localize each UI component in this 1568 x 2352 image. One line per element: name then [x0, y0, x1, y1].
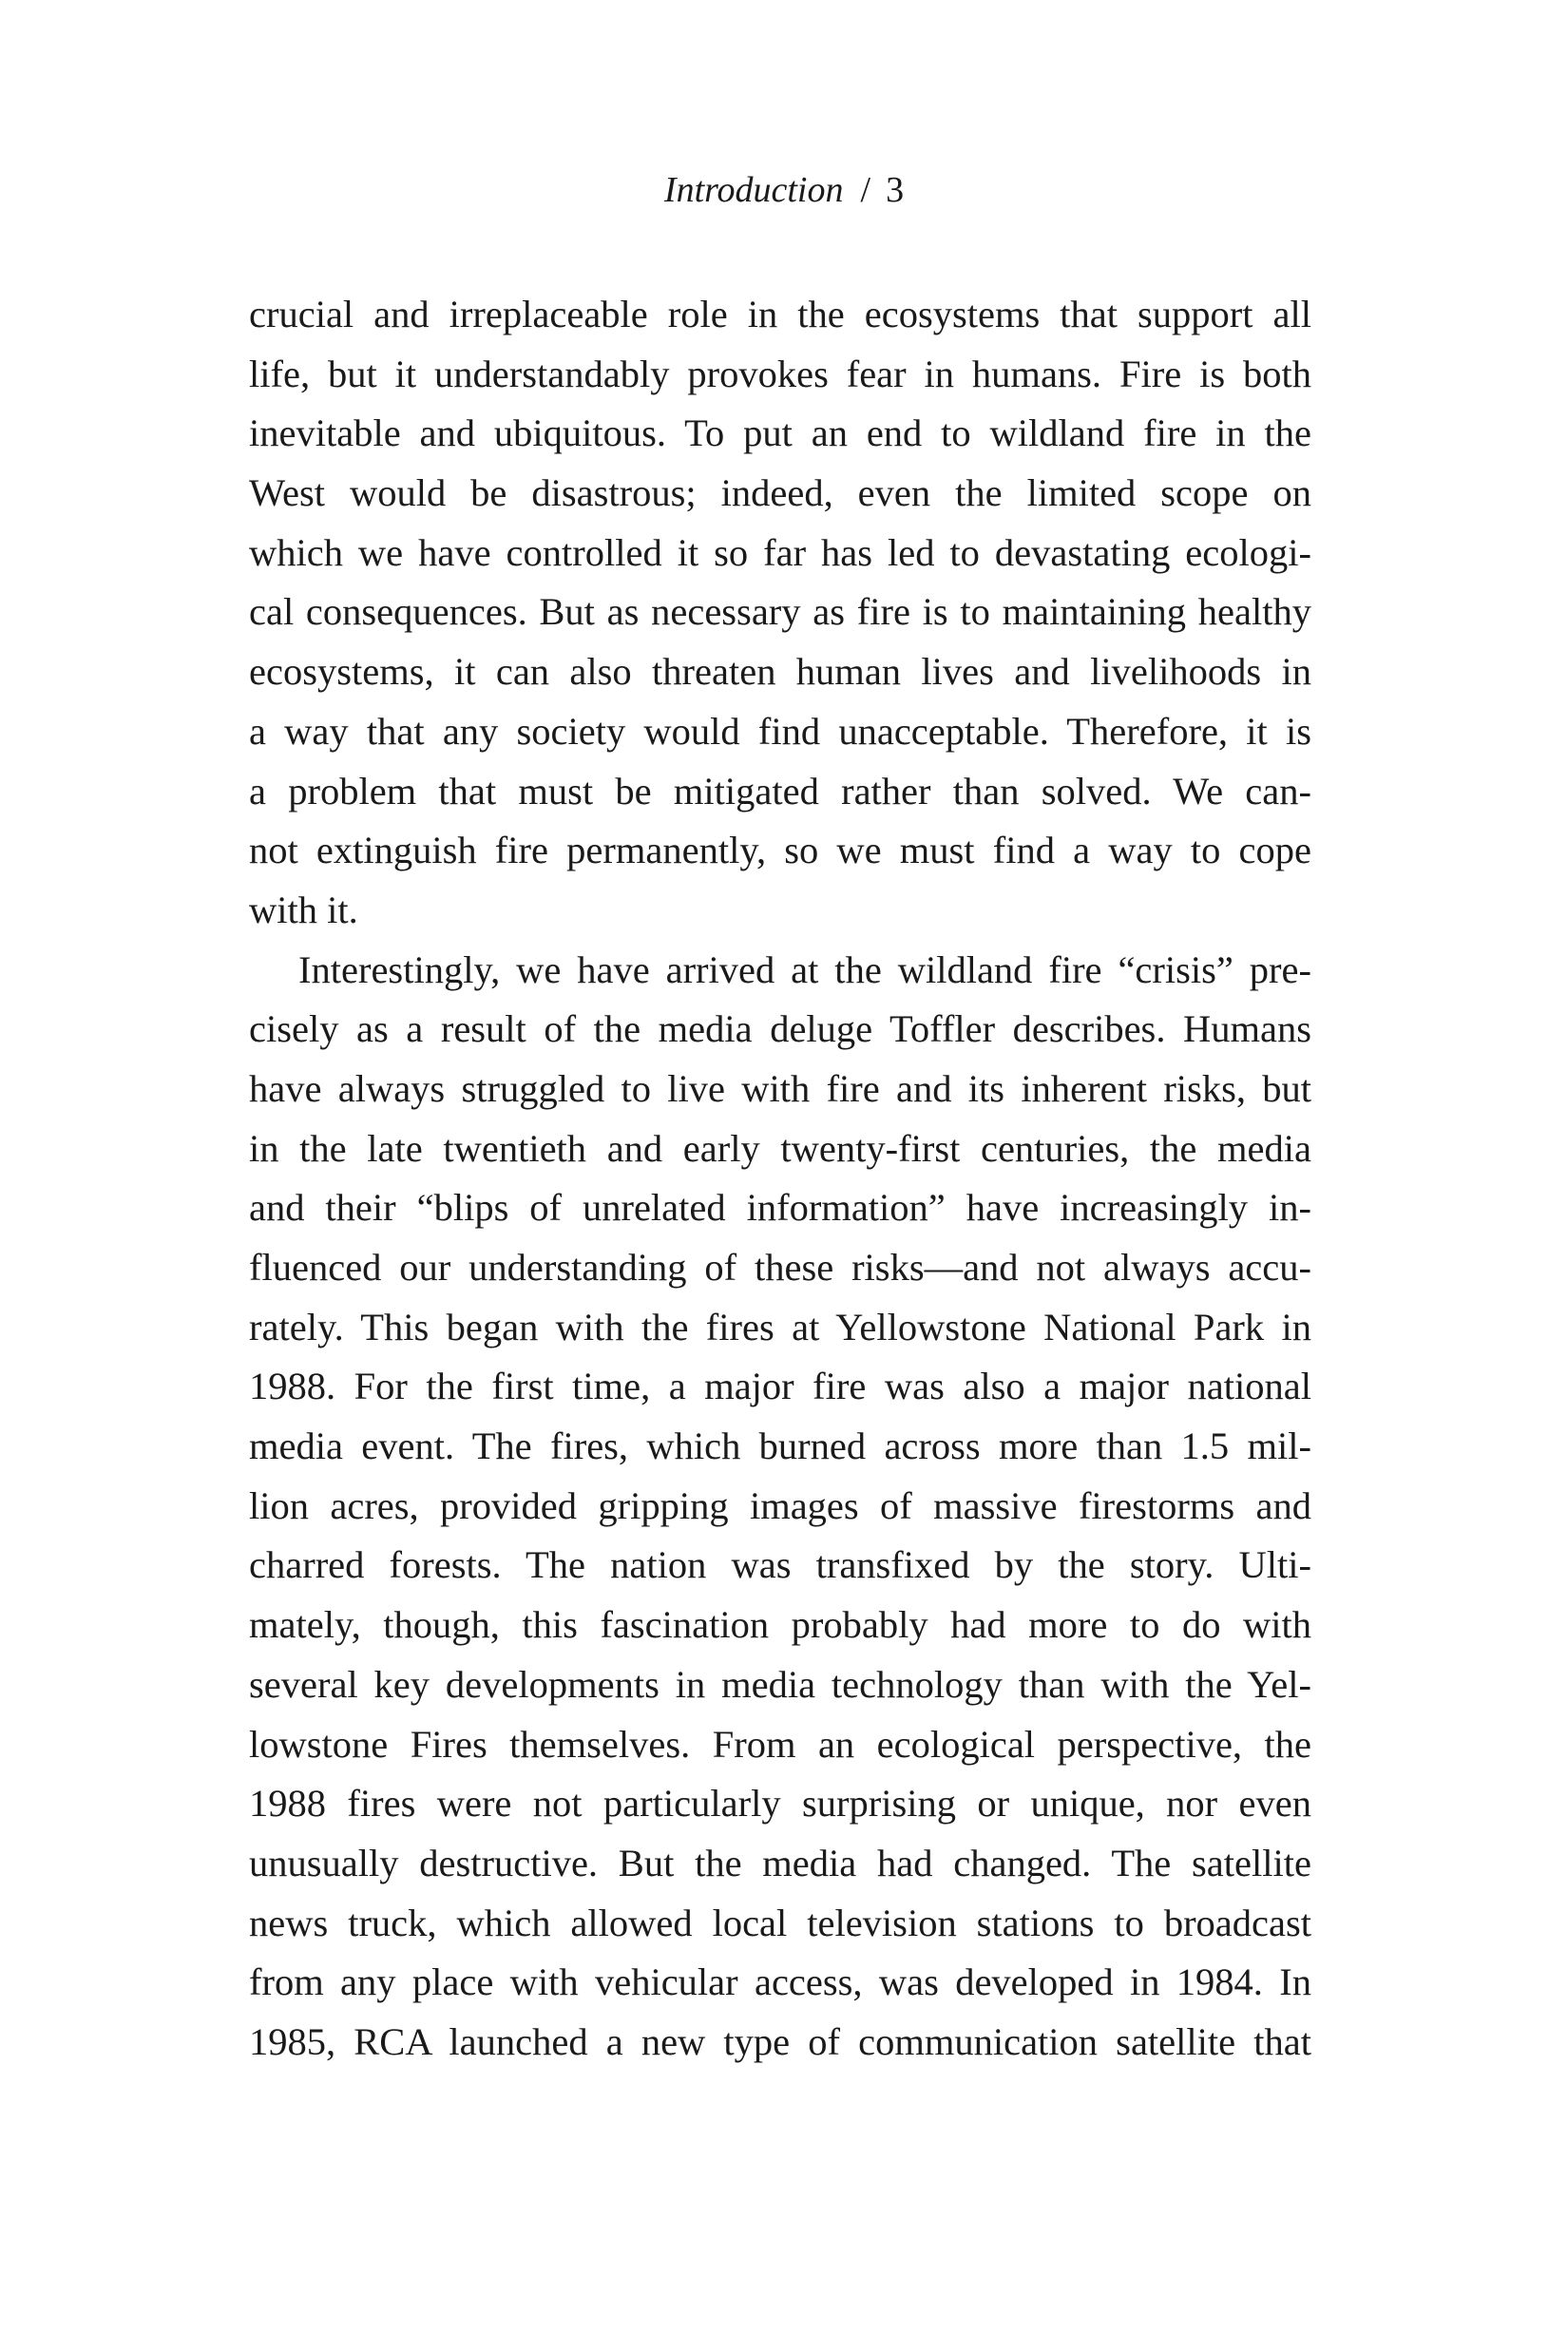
- body-text: [249, 285, 1311, 2073]
- text-line: cal consequences. But as necessary as fire is to maintaining healthy: [249, 590, 1311, 634]
- text-line: from any place with vehicular access, was developed in 1984. In: [249, 1960, 1311, 2004]
- text-line: rately. This began with the fires at Yellowstone National Park in: [249, 1305, 1311, 1348]
- paragraph-2: [249, 941, 1311, 2073]
- text-line: have always struggled to live with fire and its inherent risks, but: [249, 1066, 1311, 1110]
- text-line: which we have controlled it so far has led to devastating ecologi-: [249, 530, 1311, 574]
- text-line: mately, though, this fascination probably had more to do with: [249, 1603, 1311, 1647]
- text-line: a problem that must be mitigated rather than solved. We can-: [249, 769, 1311, 813]
- text-line: news truck, which allowed local television stations to broadcast: [249, 1901, 1311, 1944]
- text-line: 1985, RCA launched a new type of communication satellite that: [249, 2019, 1311, 2063]
- text-line: fluenced our understanding of these risks—and not always accu-: [249, 1246, 1311, 1289]
- text-line: inevitable and ubiquitous. To put an end to wildland fire in the: [249, 411, 1311, 455]
- text-line: not extinguish fire permanently, so we must find a way to cope: [249, 829, 1311, 872]
- text-line: several key developments in media technology than with the Yel-: [249, 1662, 1311, 1706]
- text-line: lowstone Fires themselves. From an ecological perspective, the: [249, 1722, 1311, 1766]
- text-line: 1988 fires were not particularly surprising or unique, nor even: [249, 1782, 1311, 1826]
- text-line: in the late twentieth and early twenty-first centuries, the media: [249, 1126, 1311, 1170]
- running-head-separator: /: [860, 170, 871, 210]
- running-head: [0, 167, 1568, 213]
- text-line: crucial and irreplaceable role in the ecosystems that support all: [249, 293, 1311, 335]
- text-line: ecosystems, it can also threaten human lives and livelihoods in: [249, 650, 1311, 694]
- text-line: lion acres, provided gripping images of massive firestorms and: [249, 1483, 1311, 1527]
- running-head-section-title: Introduction: [663, 170, 844, 210]
- page-number: 3: [886, 170, 905, 210]
- text-line: with it.: [249, 888, 358, 931]
- text-line: Interestingly, we have arrived at the wildland fire “crisis” pre-: [298, 947, 1311, 991]
- text-line: West would be disastrous; indeed, even the limited scope on: [249, 471, 1311, 515]
- text-line: media event. The fires, which burned across more than 1.5 mil-: [249, 1425, 1311, 1468]
- text-line: 1988. For the first time, a major fire was also a major national: [249, 1365, 1311, 1408]
- paragraph-1: [249, 285, 1311, 941]
- text-line: and their “blips of unrelated information” have increasingly in-: [249, 1186, 1311, 1230]
- text-line: charred forests. The nation was transfixed by the story. Ulti-: [249, 1543, 1311, 1587]
- text-line: cisely as a result of the media deluge Toffler describes. Humans: [249, 1007, 1311, 1051]
- text-line: life, but it understandably provokes fear in humans. Fire is both: [249, 352, 1311, 395]
- text-line: unusually destructive. But the media had changed. The satellite: [249, 1841, 1311, 1884]
- text-line: a way that any society would find unacceptable. Therefore, it is: [249, 709, 1311, 753]
